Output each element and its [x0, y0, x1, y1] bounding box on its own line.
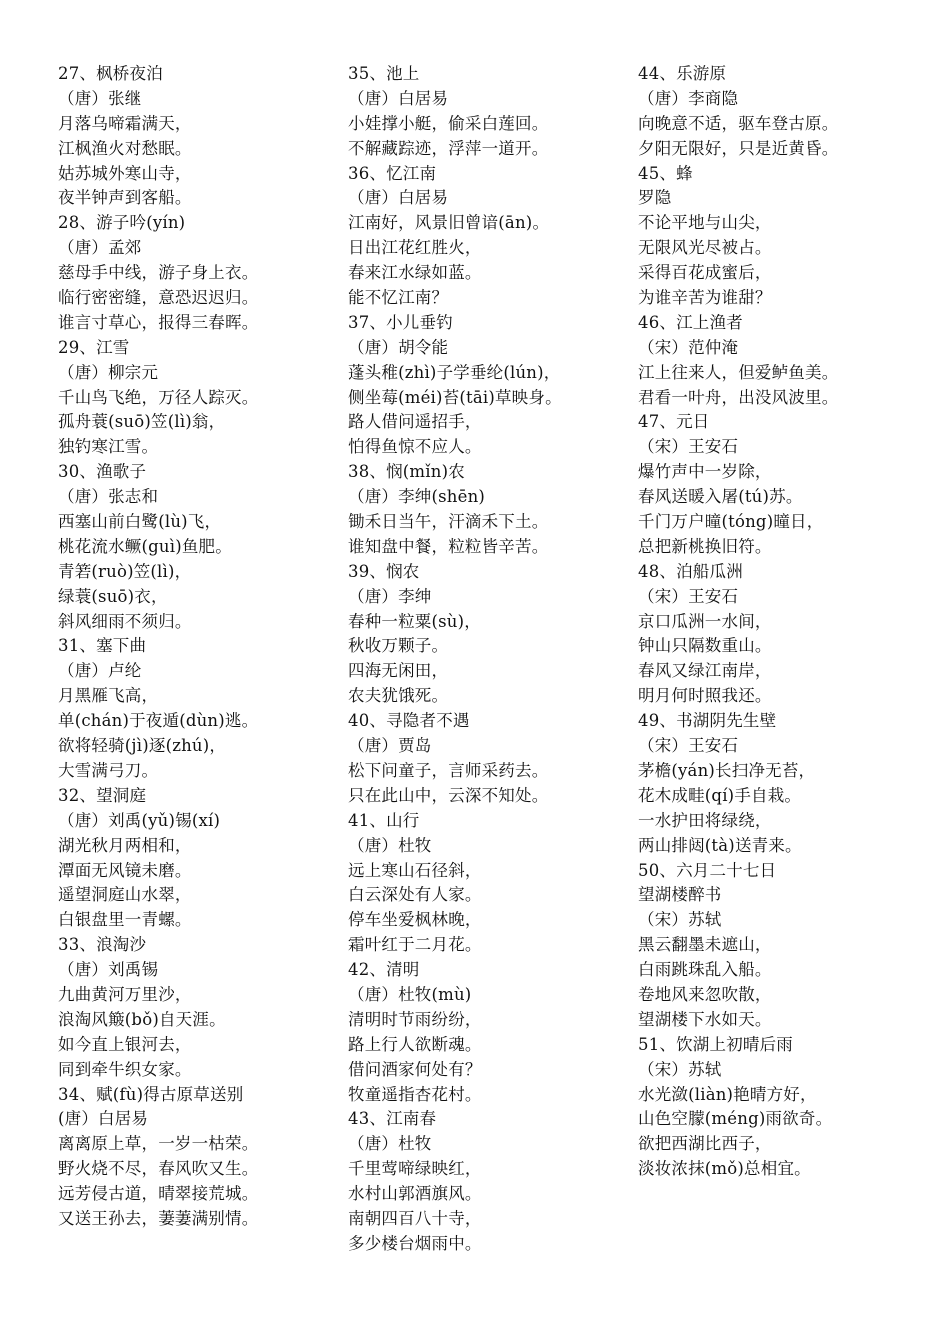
poem-line: 水村山郭酒旗风。	[348, 1184, 482, 1204]
poem-line: 独钓寒江雪。	[58, 437, 159, 457]
poem-line: 慈母手中线，游子身上衣。	[58, 263, 259, 283]
poem-line: 绿蓑(suō)衣，	[58, 586, 168, 606]
poem-line: 千山鸟飞绝，万径人踪灭。	[58, 387, 259, 407]
poem-line: 路上行人欲断魂。	[348, 1034, 482, 1054]
poem-line: 49、书湖阴先生壁	[638, 711, 777, 731]
poem-line: 湖光秋月两相和，	[58, 835, 192, 855]
poem-line: 望湖楼醉书	[638, 885, 722, 905]
poem-line: 谁知盘中餐，粒粒皆辛苦。	[348, 536, 549, 556]
poem-line: 33、浪淘沙	[58, 935, 147, 955]
poem-line: （唐）李绅(shēn)	[348, 487, 486, 507]
poem-line: 淡妆浓抹(mǒ)总相宜。	[638, 1159, 811, 1179]
poem-line: 30、渔歌子	[58, 462, 147, 482]
poem-line: 四海无闲田，	[348, 661, 449, 681]
poem-line: （唐）白居易	[348, 188, 449, 208]
poem-line: 桃花流水鳜(guì)鱼肥。	[58, 536, 232, 556]
poem-line: 水光潋(liàn)艳晴方好，	[638, 1084, 817, 1104]
poem-line: 大雪满弓刀。	[58, 760, 159, 780]
poem-line: 浪淘风簸(bǒ)自天涯。	[58, 1009, 226, 1029]
poem-line: 月黑雁飞高，	[58, 686, 159, 706]
poem-line: （唐）李商隐	[638, 88, 739, 108]
poem-line: 谁言寸草心，报得三春晖。	[58, 312, 259, 332]
poem-line: 29、江雪	[58, 337, 130, 357]
poem-line: 35、池上	[348, 64, 420, 83]
poem-line: （宋）范仲淹	[638, 337, 739, 357]
poem-line: 夜半钟声到客船。	[58, 188, 192, 208]
poem-line: （宋）王安石	[638, 736, 739, 756]
poem-column-2	[348, 62, 638, 1257]
poem-line: 欲将轻骑(jì)逐(zhú)，	[58, 736, 227, 756]
poem-line: 借问酒家何处有？	[348, 1059, 482, 1079]
poem-line: 31、塞下曲	[58, 636, 147, 656]
poem-line: 两山排闼(tà)送青来。	[638, 835, 802, 855]
poem-line: （唐）卢纶	[58, 661, 142, 681]
poem-line: 江南好，风景旧曾谙(ān)。	[348, 213, 550, 233]
poem-line: 蓬头稚(zhì)子学垂纶(lún)，	[348, 362, 561, 382]
poem-line: 36、忆江南	[348, 163, 437, 183]
poem-line: 春风送暖入屠(tú)苏。	[638, 487, 803, 507]
poem-line: 停车坐爱枫林晚，	[348, 910, 482, 930]
poem-line: 卷地风来忽吹散，	[638, 984, 772, 1004]
poem-line: 江枫渔火对愁眠。	[58, 138, 192, 158]
poem-line: 不解藏踪迹，浮萍一道开。	[348, 138, 549, 158]
poem-line: 江上往来人，但爱鲈鱼美。	[638, 362, 839, 382]
poem-line: 青箬(ruò)笠(lì)，	[58, 561, 192, 581]
poem-line: 南朝四百八十寺，	[348, 1208, 482, 1228]
poem-line: 42、清明	[348, 960, 420, 980]
poem-line: 斜风细雨不须归。	[58, 611, 192, 631]
poem-line: （唐）柳宗元	[58, 362, 159, 382]
poem-line: 28、游子吟(yín)	[58, 213, 186, 233]
poem-line: 48、泊船瓜洲	[638, 561, 743, 581]
poem-line: 夕阳无限好，只是近黄昏。	[638, 138, 839, 158]
poem-line: 钟山只隔数重山。	[638, 636, 772, 656]
poem-line: 潭面无风镜未磨。	[58, 860, 192, 880]
poem-line: 锄禾日当午，汗滴禾下土。	[348, 512, 549, 532]
poem-line: 罗隐	[638, 188, 672, 208]
poem-line: 45、蜂	[638, 163, 693, 183]
poem-line: 多少楼台烟雨中。	[348, 1233, 482, 1253]
poem-line: 春风又绿江南岸，	[638, 661, 772, 681]
poem-line: 37、小儿垂钓	[348, 312, 453, 332]
poem-line: 花木成畦(qí)手自栽。	[638, 785, 802, 805]
poem-line: 春种一粒粟(sù)，	[348, 611, 481, 631]
poem-line: （唐）张继	[58, 88, 142, 108]
poem-line: 京口瓜洲一水间，	[638, 611, 772, 631]
poem-line: 茅檐(yán)长扫净无苔，	[638, 760, 816, 780]
poem-line: 欲把西湖比西子，	[638, 1134, 772, 1154]
poem-line: 为谁辛苦为谁甜？	[638, 288, 772, 308]
poem-line: 向晚意不适，驱车登古原。	[638, 113, 839, 133]
poem-line: （宋）苏轼	[638, 910, 722, 930]
poem-line: （唐）杜牧	[348, 835, 432, 855]
poem-line: （唐）张志和	[58, 487, 159, 507]
poem-line: 只在此山中，云深不知处。	[348, 785, 549, 805]
poem-line: 遥望洞庭山水翠，	[58, 885, 192, 905]
poem-line: 40、寻隐者不遇	[348, 711, 470, 731]
poem-line: 姑苏城外寒山寺，	[58, 163, 192, 183]
poem-line: 51、饮湖上初晴后雨	[638, 1034, 793, 1054]
poem-line: 43、江南春	[348, 1109, 437, 1129]
poem-line: 秋收万颗子。	[348, 636, 449, 656]
poem-line: （宋）王安石	[638, 586, 739, 606]
poem-line: 日出江花红胜火，	[348, 238, 482, 258]
poem-line: 千门万户曈(tóng)曈日，	[638, 512, 824, 532]
poem-line: 牧童遥指杏花村。	[348, 1084, 482, 1104]
poem-line: 爆竹声中一岁除，	[638, 462, 772, 482]
poem-line: 野火烧不尽，春风吹又生。	[58, 1159, 259, 1179]
poem-line: （宋）苏轼	[638, 1059, 722, 1079]
poem-line: （唐）贾岛	[348, 736, 432, 756]
poem-line: （唐）孟郊	[58, 238, 142, 258]
poem-line: （唐）白居易	[348, 88, 449, 108]
poem-line: (唐）白居易	[58, 1109, 149, 1129]
poem-line: 能不忆江南？	[348, 288, 449, 308]
poem-line: 孤舟蓑(suō)笠(lì)翁，	[58, 412, 226, 432]
poem-line: 路人借问遥招手，	[348, 412, 482, 432]
poem-line: （宋）王安石	[638, 437, 739, 457]
poem-line: 黑云翻墨未遮山，	[638, 935, 772, 955]
poem-line: 九曲黄河万里沙，	[58, 984, 192, 1004]
poem-line: 远芳侵古道，晴翠接荒城。	[58, 1184, 259, 1204]
poem-column-1	[58, 62, 348, 1232]
poem-line: 单(chán)于夜遁(dùn)逃。	[58, 711, 259, 731]
poem-line: （唐）胡令能	[348, 337, 449, 357]
poem-line: 侧坐莓(méi)苔(tāi)草映身。	[348, 387, 562, 407]
poem-line: 白雨跳珠乱入船。	[638, 960, 772, 980]
poem-line: 50、六月二十七日	[638, 860, 777, 880]
poem-line: 46、江上渔者	[638, 312, 743, 332]
poem-line: 松下问童子，言师采药去。	[348, 760, 549, 780]
poem-line: 远上寒山石径斜，	[348, 860, 482, 880]
poem-line: 采得百花成蜜后，	[638, 263, 772, 283]
poem-line: 不论平地与山尖，	[638, 213, 772, 233]
poem-line: （唐）刘禹锡	[58, 960, 159, 980]
poem-line: 总把新桃换旧符。	[638, 536, 772, 556]
poem-line: 月落乌啼霜满天，	[58, 113, 192, 133]
poem-line: 霜叶红于二月花。	[348, 935, 482, 955]
poem-line: 明月何时照我还。	[638, 686, 772, 706]
poem-column-3	[638, 62, 928, 1182]
poem-line: （唐）李绅	[348, 586, 432, 606]
poem-line: 千里莺啼绿映红，	[348, 1159, 482, 1179]
poem-line: 望湖楼下水如天。	[638, 1009, 772, 1029]
poem-line: 白云深处有人家。	[348, 885, 482, 905]
poem-line: 西塞山前白鹭(lù)飞，	[58, 512, 222, 532]
poem-line: 离离原上草，一岁一枯荣。	[58, 1134, 259, 1154]
poem-line: 又送王孙去，萋萋满别情。	[58, 1208, 259, 1228]
poem-line: 清明时节雨纷纷，	[348, 1009, 482, 1029]
poem-line: 白银盘里一青螺。	[58, 910, 192, 930]
poem-line: 44、乐游原	[638, 64, 727, 83]
poem-line: （唐）杜牧	[348, 1134, 432, 1154]
poem-line: 无限风光尽被占。	[638, 238, 772, 258]
poem-line: 同到牵牛织女家。	[58, 1059, 192, 1079]
poem-line: 如今直上银河去，	[58, 1034, 192, 1054]
poem-line: 39、悯农	[348, 561, 420, 581]
poem-line: 春来江水绿如蓝。	[348, 263, 482, 283]
poem-line: 32、望洞庭	[58, 785, 147, 805]
poem-line: 农夫犹饿死。	[348, 686, 449, 706]
poem-line: 小娃撑小艇，偷采白莲回。	[348, 113, 549, 133]
poem-line: （唐）刘禹(yǔ)锡(xí)	[58, 810, 221, 830]
poem-line: 27、枫桥夜泊	[58, 64, 163, 83]
poem-line: 君看一叶舟，出没风波里。	[638, 387, 839, 407]
poem-line: 一水护田将绿绕，	[638, 810, 772, 830]
poem-line: 38、悯(mǐn)农	[348, 462, 465, 482]
poem-line: 34、赋(fù)得古原草送别	[58, 1084, 244, 1104]
poem-line: 临行密密缝，意恐迟迟归。	[58, 288, 259, 308]
poem-line: 41、山行	[348, 810, 420, 830]
poem-line: 山色空朦(méng)雨欲奇。	[638, 1109, 833, 1129]
poem-line: （唐）杜牧(mù)	[348, 984, 472, 1004]
poem-line: 47、元日	[638, 412, 710, 432]
poem-line: 怕得鱼惊不应人。	[348, 437, 482, 457]
